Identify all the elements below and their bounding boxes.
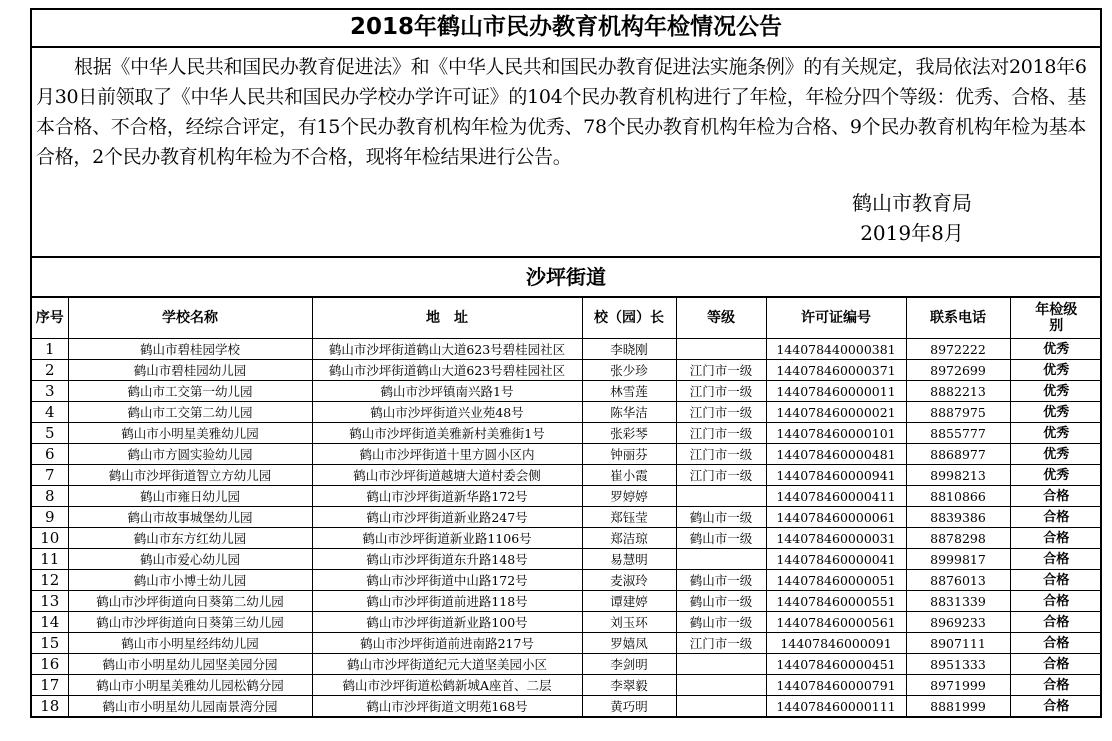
- table-row: [32, 507, 1102, 528]
- table-row: [32, 381, 1102, 402]
- cell-grade: 优秀: [1010, 360, 1102, 381]
- cell-address: 鹤山市沙坪街道兴业苑48号: [312, 402, 582, 423]
- cell-license: 144078460000021: [766, 402, 906, 423]
- cell-name: 鹤山市东方红幼儿园: [68, 528, 312, 549]
- cell-index: 3: [32, 381, 68, 402]
- issue-date: 2019年8月: [860, 221, 964, 245]
- cell-principal: 刘玉环: [582, 612, 676, 633]
- cell-license: 144078460000061: [766, 507, 906, 528]
- cell-grade: 合格: [1010, 570, 1102, 591]
- table-row: [32, 528, 1102, 549]
- col-grade-header: 年检级别: [1010, 298, 1102, 339]
- cell-level: 鹤山市一级: [676, 591, 766, 612]
- cell-license: 144078460000011: [766, 381, 906, 402]
- cell-name: 鹤山市小明星美雅幼儿园: [68, 423, 312, 444]
- cell-phone: 8881999: [906, 696, 1010, 717]
- cell-address: 鹤山市沙坪街道美雅新村美雅街1号: [312, 423, 582, 444]
- cell-name: 鹤山市碧桂园学校: [68, 339, 312, 360]
- cell-address: 鹤山市沙坪街道文明苑168号: [312, 696, 582, 717]
- cell-phone: 8972222: [906, 339, 1010, 360]
- cell-address: 鹤山市沙坪街道鹤山大道623号碧桂园社区: [312, 360, 582, 381]
- table-row: [32, 675, 1102, 696]
- cell-grade: 合格: [1010, 591, 1102, 612]
- cell-license: 144078460000051: [766, 570, 906, 591]
- col-license-header: 许可证编号: [766, 298, 906, 339]
- section-title: 沙坪街道: [32, 258, 1100, 297]
- cell-principal: 罗婷婷: [582, 486, 676, 507]
- table-row: [32, 402, 1102, 423]
- cell-index: 15: [32, 633, 68, 654]
- cell-phone: 8887975: [906, 402, 1010, 423]
- col-index-header: 序号: [32, 298, 68, 339]
- cell-name: 鹤山市沙坪街道智立方幼儿园: [68, 465, 312, 486]
- cell-address: 鹤山市沙坪街道越塘大道村委会侧: [312, 465, 582, 486]
- cell-license: 144078460000041: [766, 549, 906, 570]
- cell-address: 鹤山市沙坪街道新业路1106号: [312, 528, 582, 549]
- cell-license: 144078460000111: [766, 696, 906, 717]
- cell-license: 144078460000411: [766, 486, 906, 507]
- cell-level: [676, 339, 766, 360]
- cell-name: 鹤山市沙坪街道向日葵第三幼儿园: [68, 612, 312, 633]
- col-level-header: 等级: [676, 298, 766, 339]
- cell-index: 6: [32, 444, 68, 465]
- cell-phone: 8882213: [906, 381, 1010, 402]
- cell-level: 鹤山市一级: [676, 507, 766, 528]
- cell-address: 鹤山市沙坪街道新华路172号: [312, 486, 582, 507]
- cell-index: 4: [32, 402, 68, 423]
- cell-index: 11: [32, 549, 68, 570]
- cell-name: 鹤山市小明星幼儿园南景湾分园: [68, 696, 312, 717]
- cell-name: 鹤山市小博士幼儿园: [68, 570, 312, 591]
- table-row: [32, 591, 1102, 612]
- cell-level: 江门市一级: [676, 633, 766, 654]
- cell-address: 鹤山市沙坪街道鹤山大道623号碧桂园社区: [312, 339, 582, 360]
- cell-phone: 8998213: [906, 465, 1010, 486]
- cell-principal: 麦淑玲: [582, 570, 676, 591]
- issuer: 鹤山市教育局: [852, 191, 972, 215]
- cell-name: 鹤山市方圆实验幼儿园: [68, 444, 312, 465]
- cell-index: 8: [32, 486, 68, 507]
- cell-address: 鹤山市沙坪街道前进南路217号: [312, 633, 582, 654]
- cell-grade: 合格: [1010, 486, 1102, 507]
- cell-phone: 8855777: [906, 423, 1010, 444]
- cell-principal: 李晓刚: [582, 339, 676, 360]
- cell-phone: 8951333: [906, 654, 1010, 675]
- cell-address: 鹤山市沙坪街道新业路100号: [312, 612, 582, 633]
- table-row: [32, 486, 1102, 507]
- table-row: [32, 612, 1102, 633]
- cell-address: 鹤山市沙坪街道中山路172号: [312, 570, 582, 591]
- cell-principal: 谭建婷: [582, 591, 676, 612]
- cell-phone: 8969233: [906, 612, 1010, 633]
- cell-license: 14407846000091: [766, 633, 906, 654]
- cell-index: 18: [32, 696, 68, 717]
- col-address-header: 地 址: [312, 298, 582, 339]
- cell-grade: 优秀: [1010, 465, 1102, 486]
- cell-address: 鹤山市沙坪街道新业路247号: [312, 507, 582, 528]
- cell-phone: 8972699: [906, 360, 1010, 381]
- cell-level: [676, 486, 766, 507]
- cell-address: 鹤山市沙坪镇南兴路1号: [312, 381, 582, 402]
- cell-principal: 张少珍: [582, 360, 676, 381]
- cell-phone: 8999817: [906, 549, 1010, 570]
- cell-address: 鹤山市沙坪街道松鹤新城A座首、二层: [312, 675, 582, 696]
- page-title: 2018年鹤山市民办教育机构年检情况公告: [32, 10, 1100, 48]
- cell-name: 鹤山市小明星幼儿园坚美园分园: [68, 654, 312, 675]
- cell-principal: 黄巧明: [582, 696, 676, 717]
- signature: [852, 188, 972, 248]
- cell-level: [676, 549, 766, 570]
- cell-grade: 合格: [1010, 507, 1102, 528]
- cell-address: 鹤山市沙坪街道前进路118号: [312, 591, 582, 612]
- cell-license: 144078460000791: [766, 675, 906, 696]
- cell-license: 144078440000381: [766, 339, 906, 360]
- cell-principal: 郑洁琼: [582, 528, 676, 549]
- cell-phone: 8876013: [906, 570, 1010, 591]
- table-row: [32, 654, 1102, 675]
- table-row: [32, 423, 1102, 444]
- cell-principal: 陈华洁: [582, 402, 676, 423]
- table-row: [32, 465, 1102, 486]
- cell-index: 13: [32, 591, 68, 612]
- cell-principal: 张彩琴: [582, 423, 676, 444]
- cell-grade: 优秀: [1010, 444, 1102, 465]
- cell-level: 鹤山市一级: [676, 528, 766, 549]
- table-row: [32, 444, 1102, 465]
- cell-phone: 8868977: [906, 444, 1010, 465]
- cell-name: 鹤山市工交第一幼儿园: [68, 381, 312, 402]
- announcement-sheet: [30, 8, 1102, 718]
- notice-block: [32, 48, 1100, 258]
- cell-grade: 优秀: [1010, 339, 1102, 360]
- cell-index: 12: [32, 570, 68, 591]
- cell-license: 144078460000101: [766, 423, 906, 444]
- cell-principal: 李翠毅: [582, 675, 676, 696]
- cell-level: 鹤山市一级: [676, 612, 766, 633]
- cell-license: 144078460000371: [766, 360, 906, 381]
- cell-principal: 郑钰莹: [582, 507, 676, 528]
- results-table: [32, 297, 1102, 716]
- cell-grade: 优秀: [1010, 423, 1102, 444]
- table-row: [32, 549, 1102, 570]
- cell-index: 10: [32, 528, 68, 549]
- cell-name: 鹤山市工交第二幼儿园: [68, 402, 312, 423]
- col-phone-header: 联系电话: [906, 298, 1010, 339]
- cell-index: 5: [32, 423, 68, 444]
- cell-name: 鹤山市故事城堡幼儿园: [68, 507, 312, 528]
- cell-level: [676, 696, 766, 717]
- cell-phone: 8878298: [906, 528, 1010, 549]
- notice-body: 根据《中华人民共和国民办教育促进法》和《中华人民共和国民办教育促进法实施条例》的有关规定，我局依法对2018年6月30日前领取了《中华人民共和国民办学校办学许可证》的104个民办教育机构进行了年检，年检分四个等级：优秀、合格、基本合格、不合格，经综合评定，有15个民办教育机构年检为优秀、78个民办教育机构年检为合格、9个民办教育机构年检为基本合格，2个民办教育机构年检为不合格，现将年检结果进行公告。: [36, 56, 1087, 168]
- cell-principal: 罗嬉凤: [582, 633, 676, 654]
- table-row: [32, 633, 1102, 654]
- cell-name: 鹤山市小明星美雅幼儿园松鹤分园: [68, 675, 312, 696]
- cell-grade: 优秀: [1010, 381, 1102, 402]
- table-row: [32, 570, 1102, 591]
- cell-grade: 合格: [1010, 696, 1102, 717]
- table-row: [32, 360, 1102, 381]
- cell-level: 江门市一级: [676, 465, 766, 486]
- cell-level: 江门市一级: [676, 360, 766, 381]
- cell-address: 鹤山市沙坪街道东升路148号: [312, 549, 582, 570]
- cell-address: 鹤山市沙坪街道十里方圆小区内: [312, 444, 582, 465]
- cell-level: [676, 654, 766, 675]
- cell-index: 1: [32, 339, 68, 360]
- cell-license: 144078460000451: [766, 654, 906, 675]
- cell-grade: 优秀: [1010, 402, 1102, 423]
- cell-index: 16: [32, 654, 68, 675]
- cell-level: 江门市一级: [676, 444, 766, 465]
- cell-phone: 8831339: [906, 591, 1010, 612]
- cell-index: 9: [32, 507, 68, 528]
- cell-index: 2: [32, 360, 68, 381]
- cell-name: 鹤山市沙坪街道向日葵第二幼儿园: [68, 591, 312, 612]
- cell-grade: 合格: [1010, 612, 1102, 633]
- cell-index: 17: [32, 675, 68, 696]
- cell-index: 14: [32, 612, 68, 633]
- cell-index: 7: [32, 465, 68, 486]
- cell-license: 144078460000941: [766, 465, 906, 486]
- table-header-row: [32, 298, 1102, 339]
- cell-license: 144078460000551: [766, 591, 906, 612]
- cell-level: 江门市一级: [676, 402, 766, 423]
- cell-principal: 易慧明: [582, 549, 676, 570]
- cell-level: [676, 675, 766, 696]
- table-row: [32, 339, 1102, 360]
- cell-license: 144078460000561: [766, 612, 906, 633]
- cell-grade: 合格: [1010, 654, 1102, 675]
- cell-grade: 合格: [1010, 633, 1102, 654]
- cell-grade: 合格: [1010, 528, 1102, 549]
- cell-grade: 合格: [1010, 549, 1102, 570]
- cell-phone: 8839386: [906, 507, 1010, 528]
- cell-license: 144078460000481: [766, 444, 906, 465]
- cell-license: 144078460000031: [766, 528, 906, 549]
- cell-principal: 钟丽芬: [582, 444, 676, 465]
- cell-level: 江门市一级: [676, 381, 766, 402]
- cell-address: 鹤山市沙坪街道纪元大道坚美园小区: [312, 654, 582, 675]
- cell-name: 鹤山市小明星经纬幼儿园: [68, 633, 312, 654]
- cell-principal: 林雪莲: [582, 381, 676, 402]
- cell-name: 鹤山市碧桂园幼儿园: [68, 360, 312, 381]
- cell-name: 鹤山市雍日幼儿园: [68, 486, 312, 507]
- cell-phone: 8907111: [906, 633, 1010, 654]
- table-row: [32, 696, 1102, 717]
- cell-name: 鹤山市爱心幼儿园: [68, 549, 312, 570]
- cell-level: 鹤山市一级: [676, 570, 766, 591]
- cell-principal: 李剑明: [582, 654, 676, 675]
- cell-grade: 合格: [1010, 675, 1102, 696]
- col-principal-header: 校（园）长: [582, 298, 676, 339]
- cell-phone: 8810866: [906, 486, 1010, 507]
- col-name-header: 学校名称: [68, 298, 312, 339]
- cell-level: 江门市一级: [676, 423, 766, 444]
- cell-phone: 8971999: [906, 675, 1010, 696]
- cell-principal: 崔小霞: [582, 465, 676, 486]
